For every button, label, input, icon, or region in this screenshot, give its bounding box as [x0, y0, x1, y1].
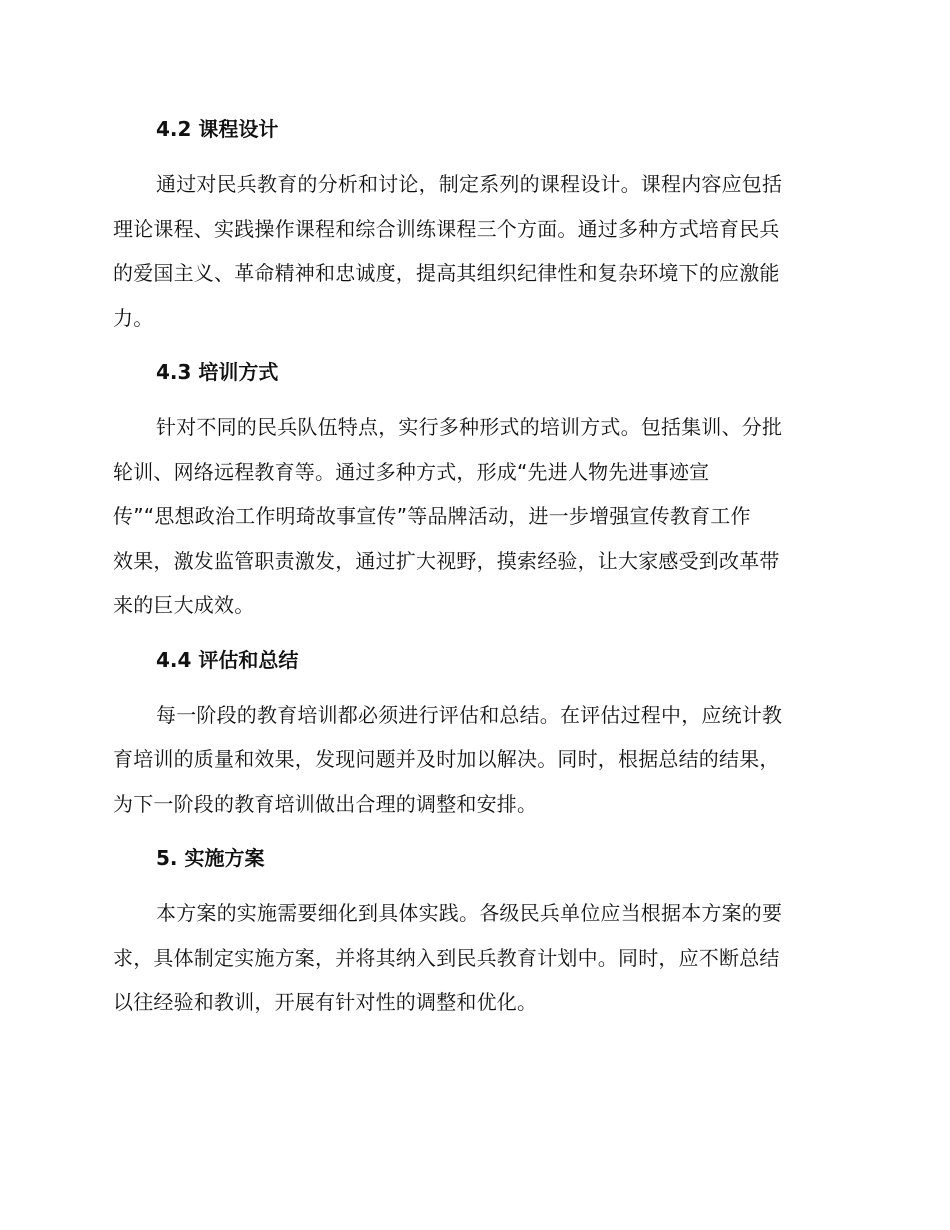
section-heading-4-4: 4.4 评估和总结: [156, 647, 299, 672]
paragraph-line: 理论课程、实践操作课程和综合训练课程三个方面。通过多种方式培育民兵: [113, 216, 780, 241]
paragraph-line: 每一阶段的教育培训都必须进行评估和总结。在评估过程中，应统计教: [156, 702, 783, 727]
paragraph-line: 来的巨大成效。: [113, 593, 255, 617]
section-heading-4-2: 4.2 课程设计: [156, 117, 279, 141]
paragraph-line: 通过对民兵教育的分析和讨论，制定系列的课程设计。课程内容应包括: [156, 172, 783, 196]
paragraph-line: 本方案的实施需要细化到具体实践。各级民兵单位应当根据本方案的要: [156, 901, 783, 925]
paragraph-line: 效果，激发监管职责激发，通过扩大视野，摸索经验，让大家感受到改革带: [113, 548, 780, 573]
section-paragraph-5: [113, 891, 833, 1025]
section-heading-4-3: 4.3 培训方式: [156, 360, 279, 384]
paragraph-line: 为下一阶段的教育培训做出合理的调整和安排。: [113, 791, 538, 816]
section-heading-5: 5. 实施方案: [156, 846, 265, 870]
paragraph-line: 轮训、网络远程教育等。通过多种方式，形成“先进人物先进事迹宣: [113, 459, 710, 484]
section-paragraph-4-4: [113, 693, 833, 827]
paragraph-line: 求，具体制定实施方案，并将其纳入到民兵教育计划中。同时，应不断总结: [113, 945, 780, 970]
section-paragraph-4-3: [113, 405, 833, 628]
paragraph-line: 育培训的质量和效果，发现问题并及时加以解决。同时，根据总结的结果，: [113, 747, 780, 771]
section-paragraph-4-2: [113, 162, 833, 340]
paragraph-line: 传”“思想政治工作明琦故事宣传”等品牌活动，进一步增强宣传教育工作: [113, 504, 751, 528]
document-body: [113, 110, 833, 1025]
paragraph-line: 力。: [113, 305, 154, 330]
paragraph-line: 以往经验和教训，开展有针对性的调整和优化。: [113, 990, 538, 1014]
paragraph-line: 针对不同的民兵队伍特点，实行多种形式的培训方式。包括集训、分批: [156, 415, 783, 439]
paragraph-line: 的爱国主义、革命精神和忠诚度，提高其组织纪律性和复杂环境下的应激能: [113, 261, 780, 285]
